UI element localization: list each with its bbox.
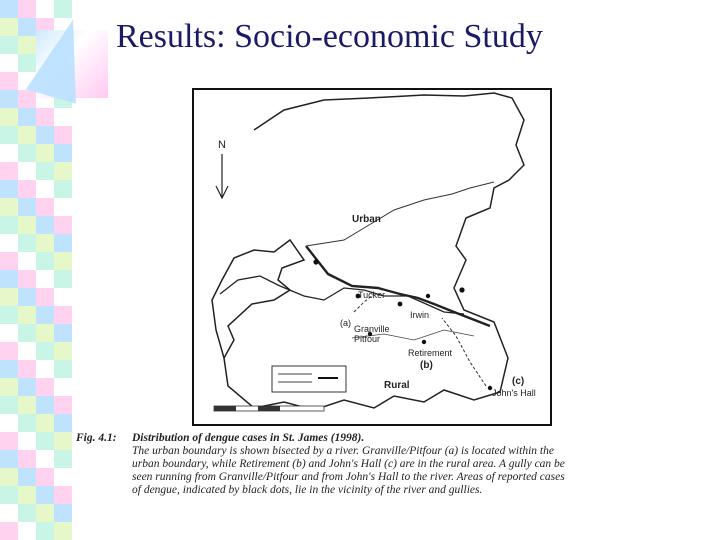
decorative-tile	[0, 288, 18, 306]
decorative-tile	[54, 504, 72, 522]
granville-label: Granville	[354, 324, 390, 334]
decorative-tile	[36, 126, 54, 144]
decorative-tile	[54, 486, 72, 504]
decorative-tile	[36, 360, 54, 378]
decorative-tile	[36, 414, 54, 432]
decorative-tile	[54, 522, 72, 540]
tucker-label: Tucker	[358, 290, 386, 300]
decorative-tile	[0, 396, 18, 414]
parish-boundary	[212, 93, 524, 410]
decorative-tile	[36, 216, 54, 234]
decorative-tile	[18, 396, 36, 414]
decorative-tile	[0, 234, 18, 252]
decorative-tile	[18, 18, 36, 36]
decorative-tile	[18, 288, 36, 306]
decorative-tile	[54, 432, 72, 450]
decorative-tile	[54, 468, 72, 486]
decorative-tile	[18, 144, 36, 162]
decorative-tile	[36, 306, 54, 324]
decorative-tile	[0, 126, 18, 144]
figure-number: Fig. 4.1:	[76, 432, 117, 444]
decorative-tile	[36, 522, 54, 540]
decorative-tile	[36, 108, 54, 126]
decorative-tile	[18, 306, 36, 324]
decorative-tile	[18, 0, 36, 18]
decorative-tile	[0, 18, 18, 36]
decorative-tile	[0, 432, 18, 450]
decorative-tile	[18, 504, 36, 522]
decorative-tile	[0, 72, 18, 90]
decorative-tile	[18, 522, 36, 540]
decorative-tile	[36, 450, 54, 468]
decorative-tile	[54, 288, 72, 306]
decorative-tile	[0, 342, 18, 360]
dengue-map	[192, 88, 552, 426]
decorative-tile	[54, 108, 72, 126]
decorative-tile	[0, 198, 18, 216]
decorative-tile	[0, 306, 18, 324]
slide-title: Results: Socio-economic Study	[116, 18, 543, 55]
urban-boundary	[306, 182, 494, 246]
decorative-tile	[36, 270, 54, 288]
decorative-tile	[18, 360, 36, 378]
decorative-tile	[0, 522, 18, 540]
caption-line: The urban boundary is shown bisected by a river. Granville/Pitfour (a) is located within the	[132, 445, 554, 457]
decorative-tile	[0, 144, 18, 162]
decorative-tile	[0, 468, 18, 486]
decorative-tile	[0, 324, 18, 342]
decorative-tile	[18, 180, 36, 198]
decorative-tile	[18, 468, 36, 486]
johns-hall-label: John's Hall	[492, 388, 536, 398]
decorative-tile	[18, 198, 36, 216]
decorative-tile	[36, 468, 54, 486]
decorative-tile	[36, 342, 54, 360]
decorative-tile	[54, 396, 72, 414]
decorative-tile	[54, 180, 72, 198]
rural-label: Rural	[384, 380, 410, 391]
decorative-tile	[36, 234, 54, 252]
decorative-tile	[18, 432, 36, 450]
decorative-tile	[18, 324, 36, 342]
decorative-tile	[36, 162, 54, 180]
dengue-case-dot	[313, 259, 318, 264]
decorative-tile	[0, 108, 18, 126]
pitfour-label: Pitfour	[354, 334, 381, 344]
decorative-tile	[18, 108, 36, 126]
decorative-tile	[36, 288, 54, 306]
decorative-tile	[54, 144, 72, 162]
decorative-tile	[54, 342, 72, 360]
decorative-tile	[18, 342, 36, 360]
decorative-tile	[18, 414, 36, 432]
decorative-tile	[54, 378, 72, 396]
decorative-tile	[0, 414, 18, 432]
decorative-tile	[18, 378, 36, 396]
decorative-tile	[54, 252, 72, 270]
site-a-marker: (a)	[340, 318, 351, 328]
decorative-tile	[0, 504, 18, 522]
decorative-tile	[0, 378, 18, 396]
decorative-tile	[36, 252, 54, 270]
dengue-case-dot	[459, 287, 464, 292]
decorative-tile	[0, 0, 18, 18]
decorative-tile	[0, 162, 18, 180]
dengue-case-dot	[426, 294, 430, 298]
figure-caption	[76, 432, 666, 497]
river	[306, 246, 490, 326]
decorative-tile	[18, 126, 36, 144]
decorative-tile	[54, 306, 72, 324]
decorative-tile	[36, 180, 54, 198]
decorative-tile	[54, 234, 72, 252]
decorative-tile	[36, 396, 54, 414]
decorative-tile	[18, 234, 36, 252]
caption-line: of dengue, indicated by black dots, lie in the vicinity of the river and gullies.	[132, 484, 483, 496]
urban-label: Urban	[352, 214, 381, 225]
decorative-tile	[54, 324, 72, 342]
decorative-tile	[0, 180, 18, 198]
map-drawing	[194, 90, 550, 424]
decorative-tile	[36, 504, 54, 522]
decorative-tile	[36, 432, 54, 450]
north-arrow-icon	[216, 154, 228, 198]
decorative-tile	[0, 36, 18, 54]
decorative-tile	[0, 270, 18, 288]
decorative-tile	[18, 90, 36, 108]
decorative-tile	[54, 414, 72, 432]
decorative-tile	[0, 450, 18, 468]
decorative-tile	[0, 360, 18, 378]
decorative-tile	[54, 126, 72, 144]
figure-title: Distribution of dengue cases in St. James (1998).	[132, 432, 365, 444]
decorative-tile	[18, 216, 36, 234]
decorative-tile	[54, 162, 72, 180]
decorative-tile	[54, 450, 72, 468]
decorative-tile	[0, 90, 18, 108]
decorative-tile	[54, 270, 72, 288]
decorative-tile	[0, 54, 18, 72]
decorative-tile	[36, 144, 54, 162]
retirement-label: Retirement	[408, 348, 453, 358]
decorative-tile	[18, 36, 36, 54]
decorative-tile	[18, 162, 36, 180]
caption-body	[132, 445, 666, 497]
decorative-tile	[36, 486, 54, 504]
dengue-case-dot	[398, 302, 403, 307]
decorative-tile	[54, 360, 72, 378]
decorative-tile	[36, 198, 54, 216]
decorative-tile	[36, 324, 54, 342]
decorative-tile	[18, 270, 36, 288]
north-arrow-label: N	[218, 139, 226, 151]
decorative-tile	[18, 486, 36, 504]
irwin-label: Irwin	[410, 310, 430, 320]
decorative-tile	[0, 252, 18, 270]
dengue-case-dot	[422, 340, 426, 344]
decorative-tile	[0, 486, 18, 504]
decorative-tile	[0, 216, 18, 234]
decorative-tile	[54, 216, 72, 234]
decorative-tile	[54, 198, 72, 216]
decorative-tile	[36, 378, 54, 396]
decorative-tile	[18, 252, 36, 270]
caption-line: seen running from Granville/Pitfour and from John's Hall to the river. Areas of reported cases	[132, 471, 565, 483]
site-b-marker: (b)	[420, 360, 433, 371]
caption-line: urban boundary, while Retirement (b) and John's Hall (c) are in the rural area. A gully can be	[132, 458, 565, 470]
decorative-tile	[18, 450, 36, 468]
site-c-marker: (c)	[512, 376, 525, 387]
